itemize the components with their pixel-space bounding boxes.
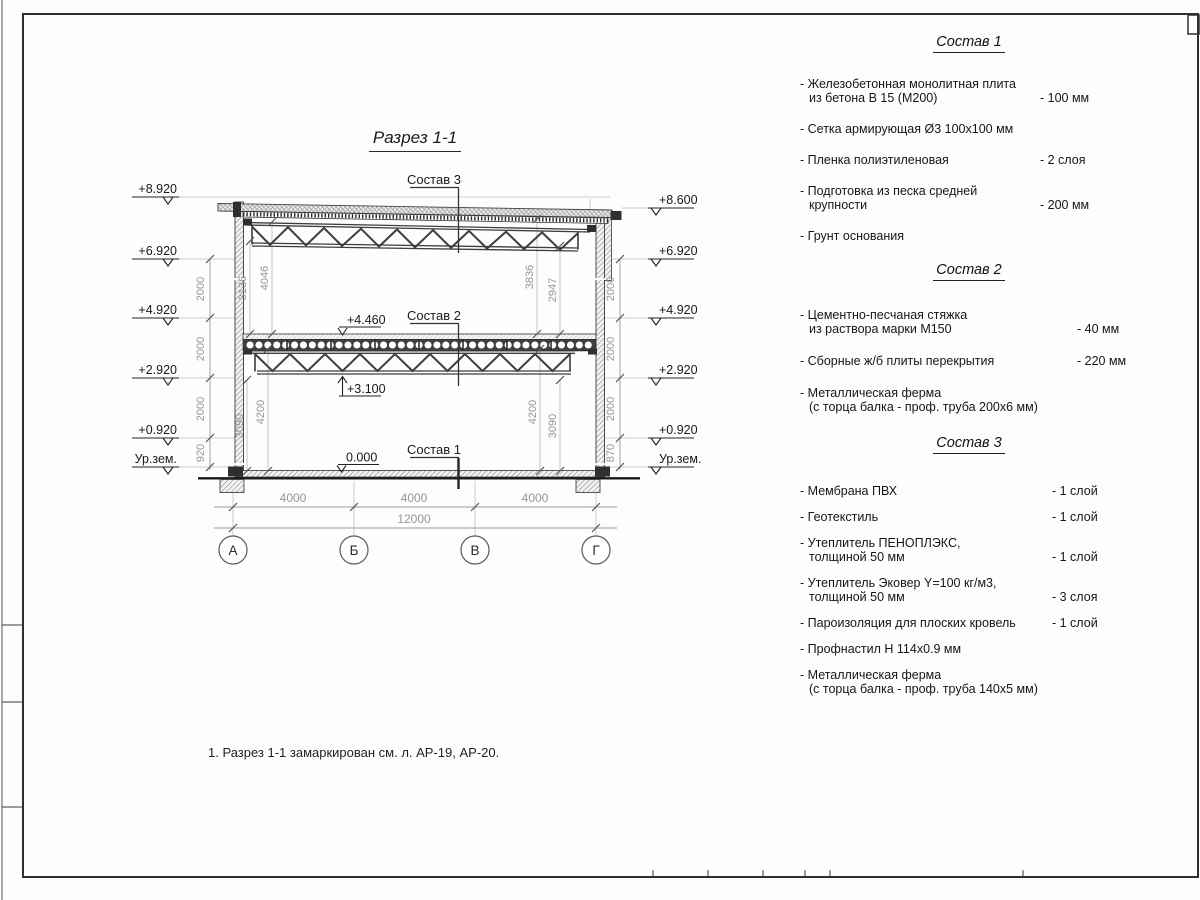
spec-item-text: - Мембрана ПВХ (800, 484, 898, 498)
spec-item-value: - 220 мм (1077, 354, 1127, 368)
floor-slab (243, 334, 596, 351)
ground-level-label: Ур.зем. (659, 452, 702, 466)
spec-item-value: - 100 мм (1040, 91, 1090, 105)
dim-text: 2000 (605, 336, 617, 362)
spec-item (800, 576, 1138, 604)
spec-item (800, 153, 1138, 167)
dim-text: 4200 (255, 399, 267, 425)
spec-group-sostav3 (800, 434, 1138, 708)
spec-item-text: толщиной 50 мм (809, 550, 905, 564)
spec-item-text: - Сборные ж/б плиты перекрытия (800, 354, 995, 368)
spec-item-value: - 1 слой (1052, 616, 1098, 630)
elevation-labels-right (659, 193, 701, 466)
wall-base-left (228, 467, 243, 477)
elevation-label: +2.920 (659, 363, 698, 377)
spec-item-text: - Пленка полиэтиленовая (800, 153, 949, 167)
ground-slab (198, 467, 640, 493)
callout-sostav1: Состав 1 (407, 442, 461, 457)
axis-label: А (228, 543, 238, 558)
dim-text: 2000 (605, 396, 617, 422)
spec-item (800, 668, 1138, 696)
axis-label: Б (349, 543, 359, 558)
dim-text: 3090 (547, 413, 559, 439)
spec-item-value: - 40 мм (1077, 322, 1120, 336)
spec-item-text: - Геотекстиль (800, 510, 879, 524)
dim-text: 920 (195, 443, 207, 463)
spec-heading (800, 261, 1138, 281)
floor2-top-mark: +4.460 (347, 313, 386, 327)
dim-text: 3836 (524, 264, 536, 290)
spec-item-value: - 2 слоя (1040, 153, 1086, 167)
foundation-left (220, 480, 244, 493)
spec-item-text: - Профнастил Н 114x0.9 мм (800, 642, 962, 656)
spec-heading-text: Состав 1 (933, 34, 1004, 53)
roof-truss-bearing-left (243, 219, 252, 226)
dim-text: 4046 (259, 265, 271, 291)
elevation-label: +0.920 (138, 423, 177, 437)
dim-text: 2000 (605, 276, 617, 302)
roof-left-cap (233, 202, 241, 217)
spec-item (800, 536, 1138, 564)
dim-text: 870 (605, 443, 617, 463)
spec-heading-text: Состав 2 (933, 262, 1004, 281)
elevation-labels-left (135, 182, 177, 466)
dim-text: 3090 (234, 413, 246, 439)
spec-item-text: - Утеплитель Эковер Y=100 кг/м3, (800, 576, 997, 590)
dim-text: 4000 (521, 491, 549, 505)
spec-item-value: - 1 слой (1052, 550, 1098, 564)
spec-item (800, 122, 1138, 136)
floor-truss-bearing-right (588, 349, 597, 355)
spec-item (800, 229, 1138, 243)
spec-heading-text: Состав 3 (933, 435, 1004, 454)
spec-heading (800, 33, 1138, 53)
section-title-text: Разрез 1-1 (369, 128, 461, 152)
dim-total-text: 12000 (397, 512, 431, 526)
elevation-label: +4.920 (138, 303, 177, 317)
spec-item (800, 354, 1138, 368)
bottom-dimensions (280, 491, 549, 526)
spec-item (800, 642, 1138, 656)
spec-item-value: - 1 слой (1052, 484, 1098, 498)
roof-assembly (218, 202, 622, 224)
elevation-label: +8.600 (659, 193, 698, 207)
spec-item-text: (с торца балка - проф. труба 200x6 мм) (809, 400, 1038, 414)
spec-item-text: толщиной 50 мм (809, 590, 905, 604)
elevation-label: +8.920 (138, 182, 177, 196)
wall-base-right (595, 467, 610, 477)
dim-text: 4000 (279, 491, 307, 505)
roof-truss (243, 219, 596, 252)
spec-item-value: - 1 слой (1052, 510, 1098, 524)
dim-text: 2000 (195, 396, 207, 422)
dim-text: 2947 (547, 277, 559, 303)
spec-item (800, 484, 1138, 498)
elevation-label: +6.920 (659, 244, 698, 258)
spec-item (800, 386, 1138, 414)
axis-label: В (470, 543, 480, 558)
callout-sostav2: Состав 2 (407, 308, 461, 323)
spec-item (800, 77, 1138, 105)
spec-item-text: - Подготовка из песка средней (800, 184, 978, 198)
spec-item (800, 308, 1138, 336)
truss-bottom-mark: +3.100 (347, 382, 386, 396)
zero-level-mark: 0.000 (346, 450, 378, 465)
elevation-label: +6.920 (138, 244, 177, 258)
dim-text: 3136 (237, 275, 249, 301)
dim-text: 2000 (195, 276, 207, 302)
spec-item-text: из бетона В 15 (М200) (809, 91, 938, 105)
spec-item (800, 184, 1138, 212)
dim-text: 4200 (527, 399, 539, 425)
elevation-label: +4.920 (659, 303, 698, 317)
page-title (340, 128, 490, 152)
title-block-ticks (653, 870, 1023, 876)
spec-item-text: крупности (809, 198, 868, 212)
spec-item-text: - Сетка армирующая Ø3 100x100 мм (800, 122, 1014, 136)
floor-truss-bearing-left (243, 349, 252, 355)
roof-truss-bearing-right (587, 225, 596, 232)
floor-truss (243, 349, 597, 375)
spec-item-text: (с торца балка - проф. труба 140x5 мм) (809, 682, 1038, 696)
dim-text: 2000 (195, 336, 207, 362)
elevation-label: +2.920 (138, 363, 177, 377)
spec-item-text: - Утеплитель ПЕНОПЛЭКС, (800, 536, 961, 550)
spec-item-text: - Железобетонная монолитная плита (800, 77, 1016, 91)
dim-text: 4000 (400, 491, 428, 505)
spec-heading (800, 434, 1138, 454)
spec-group-sostav2 (800, 261, 1138, 432)
spec-item-value: - 200 мм (1040, 198, 1090, 212)
axis-label: Г (592, 543, 600, 558)
callout-sostav3: Состав 3 (407, 172, 461, 187)
spec-item-text: - Металлическая ферма (800, 668, 942, 682)
axis-bubbles (219, 536, 610, 564)
roof-right-cap (611, 211, 622, 220)
spec-item-text: - Металлическая ферма (800, 386, 942, 400)
foundation-right (576, 480, 600, 493)
spec-item-text: - Пароизоляция для плоских кровель (800, 616, 1016, 630)
spec-item-value: - 3 слоя (1052, 590, 1098, 604)
spec-item-text: - Грунт основания (800, 229, 905, 243)
spec-group-sostav1 (800, 33, 1138, 260)
spec-item-text: из раствора марки М150 (809, 322, 952, 336)
spec-item-text: - Цементно-песчаная стяжка (800, 308, 968, 322)
drawing-note: 1. Разрез 1-1 замаркирован см. л. АР-19, АР-20. (208, 745, 500, 760)
spec-item (800, 616, 1138, 630)
spec-item (800, 510, 1138, 524)
left-margin-boxes (2, 625, 23, 807)
elevation-label: +0.920 (659, 423, 698, 437)
right-wall (596, 222, 605, 478)
ground-level-label: Ур.зем. (134, 452, 177, 466)
